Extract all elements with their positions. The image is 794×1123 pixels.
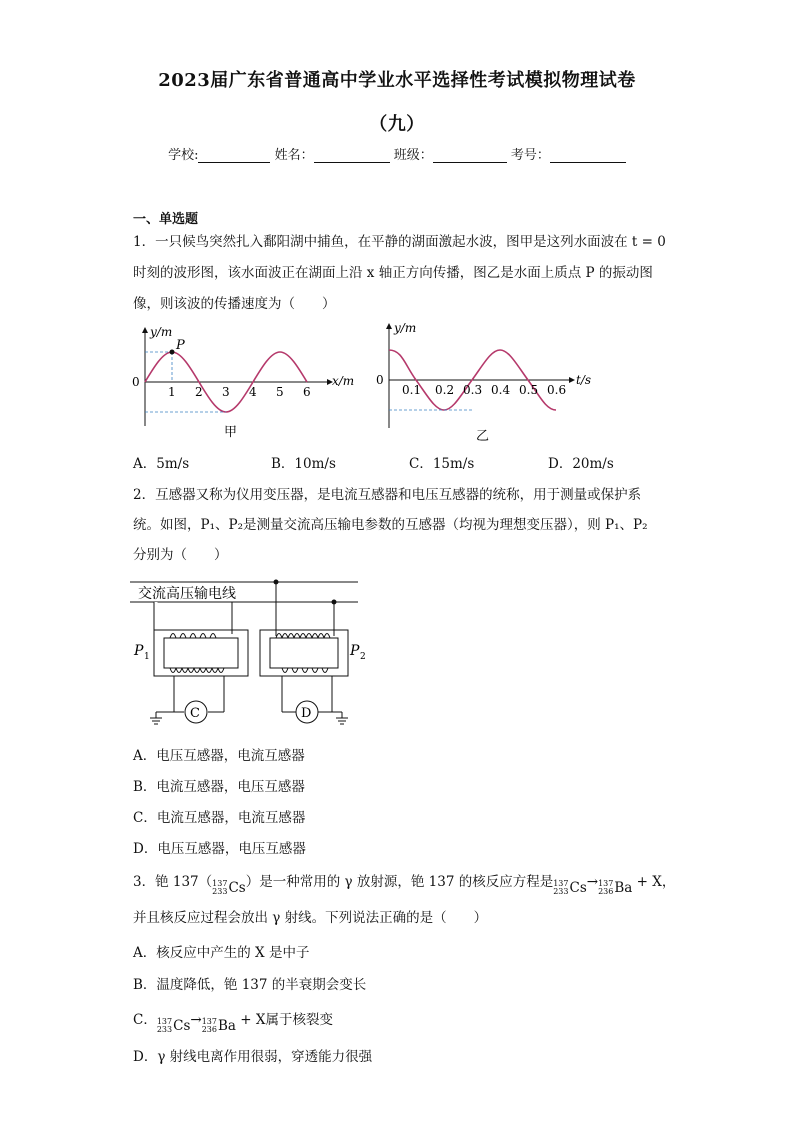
cs-mass-number: 137: [212, 879, 228, 888]
meter-d-label: D: [301, 706, 312, 721]
eq-ba-symbol: Ba: [614, 880, 633, 896]
q3-line1: [133, 872, 675, 898]
vibration-graph-b: [372, 318, 602, 446]
q2-option-b[interactable]: B．电流互感器，电压互感器: [133, 779, 305, 795]
x-tick-3: 3: [222, 385, 230, 399]
q1-line3: 像，则该波的传播速度为（ ）: [133, 296, 336, 312]
student-info-line: [0, 144, 794, 163]
number-blank: [550, 148, 626, 163]
transformer-p1: [133, 602, 248, 724]
school-blank: [198, 148, 270, 163]
opt-c-ba-atomic: 236: [201, 1025, 217, 1034]
opt-c-ba-symbol: Ba: [217, 1018, 236, 1034]
school-label: 学校:: [168, 148, 199, 163]
x-tick-2: 2: [195, 385, 203, 399]
eq-cs-mass: 137: [553, 879, 569, 888]
eq-ba-atomic: 236: [598, 887, 614, 896]
q3-line1-mid: ）是一种常用的 γ 放射源，铯 137 的核反应方程是: [245, 874, 554, 890]
q2-option-a[interactable]: A．电压互感器，电流互感器: [133, 748, 305, 764]
q3-line1-start: 3．铯 137（: [133, 874, 213, 890]
x-axis-label: x/m: [332, 374, 355, 388]
power-line-label: 交流高压输电线: [138, 586, 236, 602]
t-tick-4: 0.4: [491, 383, 511, 397]
section-title: 一、单选题: [133, 212, 199, 227]
origin-label: 0: [132, 375, 140, 389]
q2-option-c[interactable]: C．电流互感器，电流互感器: [133, 810, 306, 826]
opt-c-cs-symbol: Cs: [173, 1018, 191, 1034]
opt-c-arrow: →: [190, 1012, 202, 1028]
q2-line1: 2．互感器又称为仪用变压器，是电流互感器和电压互感器的统称，用于测量或保护系: [133, 487, 642, 503]
p2-label: P: [350, 643, 360, 659]
x-tick-5: 5: [276, 385, 284, 399]
transformer-circuit: [126, 572, 366, 730]
class-label: 班级：: [393, 148, 433, 163]
p1-subscript: 1: [144, 652, 150, 662]
eq-cs-symbol: Cs: [569, 880, 587, 896]
x-tick-4: 4: [249, 385, 257, 399]
class-blank: [433, 148, 507, 163]
eq-cs-atomic: 233: [553, 887, 569, 896]
q3-option-c[interactable]: C． 137 233 Cs → 137 236 Ba + X属于核裂变: [133, 1012, 333, 1034]
name-label: 姓名：: [274, 148, 314, 163]
y-axis-label: y/m: [394, 321, 417, 335]
figure-a-caption: 甲: [224, 425, 238, 440]
q1-line2: 时刻的波形图，该水面波正在湖面上沿 x 轴正方向传播，图乙是水面上质点 P 的振动图: [133, 265, 653, 281]
meter-c-label: C: [190, 706, 200, 721]
t-tick-1: 0.1: [402, 383, 422, 397]
t-tick-3: 0.3: [463, 383, 483, 397]
eq-cs: [553, 878, 587, 898]
point-p-label: P: [176, 338, 185, 353]
cs-symbol: Cs: [228, 880, 246, 896]
opt-c-ba: [202, 1018, 236, 1034]
t-tick-6: 0.6: [547, 383, 567, 397]
q3-option-c-tail: 属于核裂变: [265, 1012, 333, 1028]
q1-option-d[interactable]: D．20m/s: [548, 456, 614, 472]
cs-atomic-number: 233: [212, 887, 228, 896]
origin-label: 0: [376, 373, 384, 387]
q1-line1: 1．一只候鸟突然扎入鄱阳湖中捕鱼，在平静的湖面激起水波，图甲是这列水面波在 t = 0: [133, 234, 666, 250]
x-tick-6: 6: [303, 385, 311, 399]
q1-option-b[interactable]: B．10m/s: [271, 456, 336, 472]
cs-nuclide: [212, 878, 246, 898]
q2-line3: 分别为（ ）: [133, 547, 228, 563]
x-tick-1: 1: [168, 385, 176, 399]
eq-arrow: →: [586, 874, 599, 890]
q3-option-a[interactable]: A．核反应中产生的 X 是中子: [133, 945, 310, 961]
name-blank: [314, 148, 390, 163]
p1-label: P: [134, 643, 144, 659]
q3-option-b[interactable]: B．温度降低，铯 137 的半衰期会变长: [133, 977, 367, 993]
q2-option-d[interactable]: D．电压互感器，电压互感器: [133, 841, 306, 857]
eq-ba-mass: 137: [598, 879, 614, 888]
eq-ba: [598, 878, 632, 898]
q1-option-c[interactable]: C．15m/s: [409, 456, 475, 472]
transformer-p2: [260, 582, 366, 724]
q3-line2: 并且核反应过程会放出 γ 射线。下列说法正确的是（ ）: [133, 910, 488, 926]
p2-subscript: 2: [360, 652, 366, 662]
point-p: [170, 350, 175, 355]
number-label: 考号：: [510, 148, 550, 163]
page-title: 2023届广东省普通高中学业水平选择性考试模拟物理试卷: [158, 70, 636, 91]
wave-graph-a: [128, 322, 368, 442]
q1-option-a[interactable]: A．5m/s: [133, 456, 190, 472]
q3-option-c-prefix: C．: [133, 1012, 157, 1028]
q2-line2: 统。如图，P₁、P₂是测量交流高压输电参数的互感器（均视为理想变压器），则 P₁、P₂: [133, 517, 648, 533]
t-tick-2: 0.2: [435, 383, 455, 397]
y-axis-label: y/m: [150, 325, 173, 339]
page-subtitle: （九）: [369, 114, 425, 135]
t-tick-5: 0.5: [519, 383, 539, 397]
figure-b-caption: 乙: [476, 429, 490, 444]
eq-tail: + X，: [632, 874, 676, 890]
opt-c-cs-atomic: 233: [156, 1025, 173, 1034]
opt-c-cs: [157, 1018, 191, 1034]
q3-option-d[interactable]: D．γ 射线电离作用很弱，穿透能力很强: [133, 1049, 373, 1065]
opt-c-ba-mass: 137: [201, 1017, 217, 1026]
opt-c-cs-mass: 137: [156, 1017, 173, 1026]
t-axis-label: t/s: [576, 373, 592, 387]
